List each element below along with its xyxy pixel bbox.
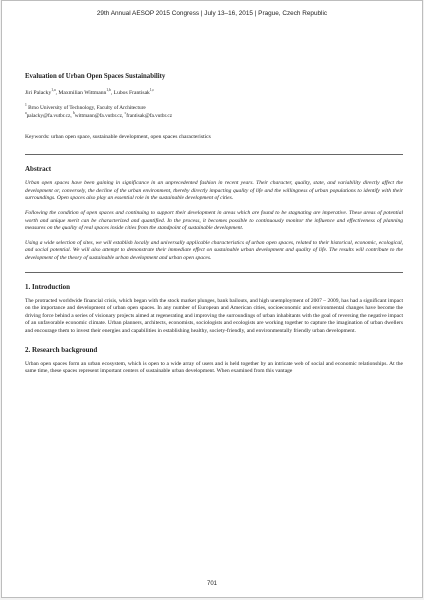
page-number: 701 (206, 581, 217, 587)
abstract-heading: Abstract (25, 165, 52, 174)
abstract-paragraph: Using a wide selection of sites, we will establish locally and universally applicable characteristics of urban open spaces, related to their historical, economic, ecological, and social potential. We will also attempt to demonstrate their immediate effect on sustainable urban development and quality of life. The results will contribute to the development of the theory of sustainable urban development and urban open spaces. (25, 239, 403, 261)
email-link[interactable]: palacky@fa.vutbr.cz (26, 112, 71, 119)
divider (25, 154, 403, 155)
email-sup: a (25, 110, 27, 115)
author-sup: 1,c (149, 88, 155, 93)
email-link[interactable]: wittmann@fa.vutbr.cz (74, 112, 123, 119)
email-sup: b (72, 110, 75, 115)
section-heading: 1. Introduction (25, 282, 70, 291)
author-sup: 1,b (106, 88, 111, 93)
running-header: 29th Annual AESOP 2015 Congress | July 13–16, 2015 | Prague, Czech Republic (96, 10, 328, 17)
paper-content (25, 73, 403, 382)
abstract-paragraph: Following the condition of open spaces and continuing to support their development in areas which are found to be stagnating are imperative. These areas of potential worth and unique merit can be characterized and quantified. In the process, it becomes possible to continuously monitor the influence and effectiveness of planning measures on the quality of real spaces inside cities from the standpoint of sustainable development. (25, 209, 403, 232)
affiliation-sup: 1 (25, 103, 27, 108)
email-list: $^a$palacky@fa.vutbr.cz, $^b$wittmann@fa.vutbr.cz, $^c$frantisak@fa.vutbr.cz (25, 110, 173, 119)
affiliation (25, 105, 403, 113)
email-link[interactable]: frantisak@fa.vutbr.cz (126, 112, 173, 119)
abstract (25, 180, 403, 262)
email-sup: c (124, 110, 127, 115)
author-list: Jiri Palacky$^{1,a}$, Maxmilian Wittmann$^{1,b}$, Lubos Frantisak$^{1,c}$ (25, 88, 155, 96)
section-paragraph: The protracted worldwide financial crisis, which began with the stock market plunges, bank bailouts, and high unemployment of 2007 – 2009, has had a significant impact on the importance and development of urban open spaces. In any number of European and American cities, socioeconomic and environmental changes have become the driving force behind a series of visionary projects aimed at regenerating and improving the surroundings of urban inhabitants with the goal of reversing the negative impact of an unfavorable economic climate. Urban planners, architects, economists, sociologists and ecologists are working together to capture the imagination of urban dwellers and encourage them to invest their energies and capabilities in establishing healthy, society-friendly, and environmentally friendly urban development. (25, 297, 403, 334)
section-paragraph: Urban open spaces form an urban ecosystem, which is open to a wide array of users and is held together by an intricate web of social and economic relationships. At the same time, these spaces represent important centers of sustainable urban development. When examined from this vantage (25, 360, 403, 375)
author-name: Maxmilian Wittmann (58, 90, 107, 96)
affiliation-text: Brno University of Technology, Faculty of Architecture (28, 105, 146, 111)
paper-page (1, 0, 423, 598)
section-introduction (25, 283, 403, 336)
author-sup: 1,a (51, 88, 56, 93)
section-heading: 2. Research background (25, 345, 98, 354)
divider (25, 272, 403, 273)
section-research-background (25, 346, 403, 376)
abstract-paragraph: Urban open spaces have been gaining in significance in an unprecedented fashion in recent years. Their character, quality, state, and variability directly affect the development or, conversely, the decline of the urban environment, thereby directly impacting quality of life and the willingness of urban populations to identify with their surroundings. Open spaces also play an essential role in the sustainable development of cities. (25, 180, 403, 202)
keywords: Keywords: urban open space, sustainable development, open spaces characteristics (25, 134, 211, 141)
author-name: Jiri Palacky (25, 90, 52, 96)
paper-title: Evaluation of Urban Open Spaces Sustainability (25, 73, 166, 80)
author-name: Lubos Frantisak (113, 90, 150, 96)
